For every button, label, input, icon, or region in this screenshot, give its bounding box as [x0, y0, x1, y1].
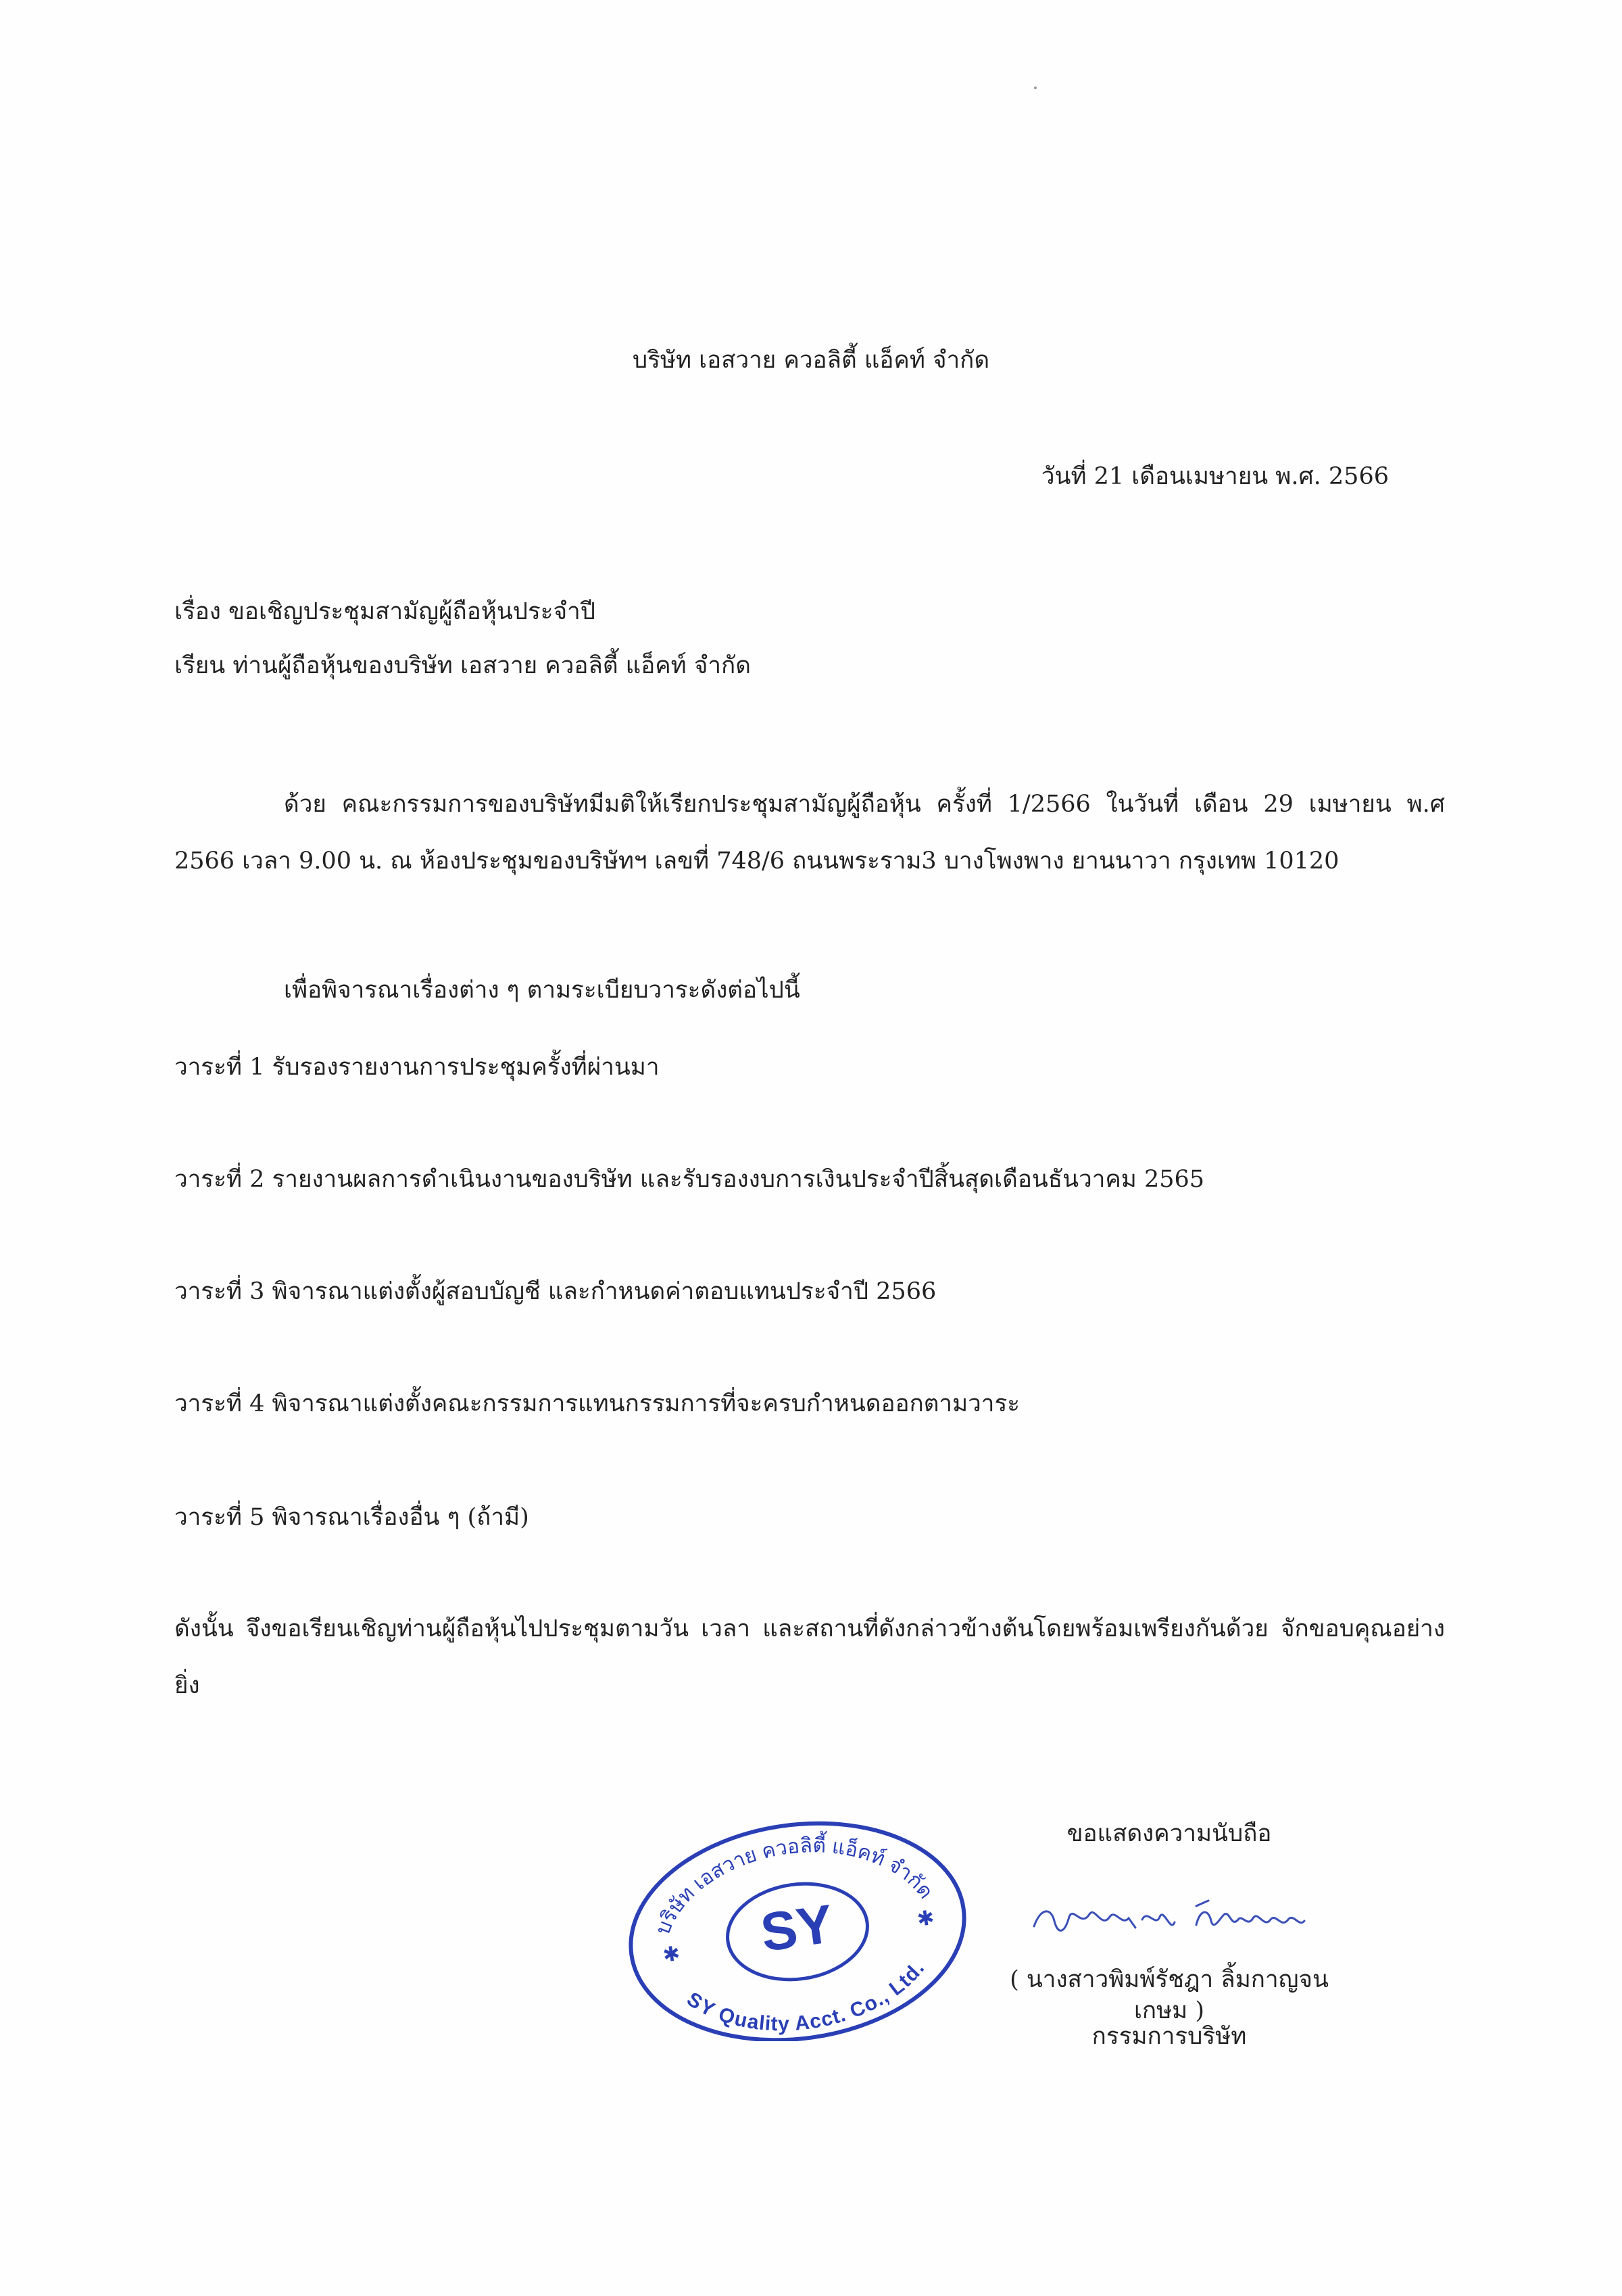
stamp-asterisk-right-icon: ✱ [916, 1906, 936, 1931]
stamp-top-text: บริษัท เอสวาย ควอลิตี้ แอ็คท์ จำกัด [652, 1834, 937, 1938]
body-paragraph: ด้วย คณะกรรมการของบริษัทมีมติให้เรียกประชุมสามัญผู้ถือหุ้น ครั้งที่ 1/2566 ในวันที่ เดือน 29 เมษายน พ.ศ 2566 เวลา 9.00 น. ณ ห้องประชุมของบริษัทฯ เลขที่ 748/6 ถนนพระราม3 บางโพงพาง ยานนาวา กรุงเทพ 10120 [174, 791, 1445, 875]
scan-speck [1034, 87, 1037, 89]
company-header: บริษัท เอสวาย ควอลิตี้ แอ็คท์ จำกัด [632, 347, 990, 374]
signature-closing: ขอแสดงความนับถือ [1066, 1820, 1272, 1847]
agenda-item-4: วาระที่ 4 พิจารณาแต่งตั้งคณะกรรมการแทนกรรมการที่จะครบกำหนดออกตามวาระ [174, 1390, 1021, 1417]
letter-salutation: เรียน ท่านผู้ถือหุ้นของบริษัท เอสวาย ควอลิตี้ แอ็คท์ จำกัด [174, 652, 751, 679]
svg-text:SY Quality Acct. Co., Ltd. [681, 1955, 935, 2041]
signatory-name: ( นางสาวพิมพ์รัชฎา ลิ้มกาญจนเกษม ) [1010, 1966, 1329, 2024]
agenda-item-3: วาระที่ 3 พิจารณาแต่งตั้งผู้สอบบัญชี และกำหนดค่าตอบแทนประจำปี 2566 [174, 1278, 937, 1305]
closing-paragraph: ดังนั้น จึงขอเรียนเชิญท่านผู้ถือหุ้นไปประชุมตามวัน เวลา และสถานที่ดังกล่าวข้างต้นโดยพร้อมเพรียงกันด้วย จักขอบคุณอย่างยิ่ง [174, 1615, 1445, 1699]
stamp-bottom-text: SY Quality Acct. Co., Ltd. [683, 1957, 929, 2036]
stamp-center-text: SY [757, 1893, 837, 1963]
agenda-item-1: วาระที่ 1 รับรองรายงานการประชุมครั้งที่ผ่านมา [174, 1054, 660, 1081]
agenda-item-5: วาระที่ 5 พิจารณาเรื่องอื่น ๆ (ถ้ามี) [174, 1504, 529, 1531]
agenda-item-2: วาระที่ 2 รายงานผลการดำเนินงานของบริษัท และรับรองงบการเงินประจำปีสิ้นสุดเดือนธันวาคม 2565 [174, 1166, 1205, 1193]
company-stamp [622, 1818, 973, 2041]
handwritten-signature [1027, 1894, 1311, 1948]
agenda-intro: เพื่อพิจารณาเรื่องต่าง ๆ ตามระเบียบวาระดังต่อไปนี้ [284, 977, 800, 1004]
stamp-asterisk-left-icon: ✱ [661, 1942, 682, 1967]
signatory-title: กรรมการบริษัท [1091, 2023, 1247, 2050]
letter-subject: เรื่อง ขอเชิญประชุมสามัญผู้ถือหุ้นประจำปี [174, 598, 595, 625]
letter-date: วันที่ 21 เดือนเมษายน พ.ศ. 2566 [1041, 463, 1389, 490]
